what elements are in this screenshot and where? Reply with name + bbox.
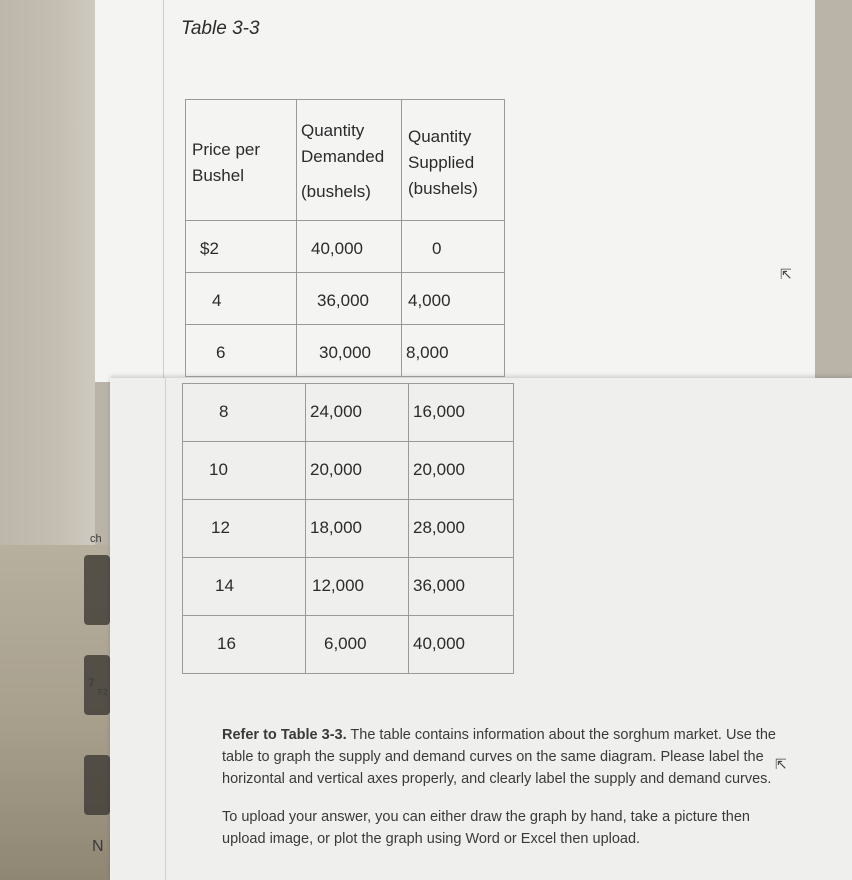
mouse-cursor-icon: ⇱ <box>775 756 787 772</box>
side-label-ch: ch <box>90 533 102 545</box>
table-row: 10 20,000 20,000 <box>183 442 514 500</box>
keyboard-background <box>0 545 112 880</box>
table-row: 4 36,000 4,000 <box>186 273 505 325</box>
supplied-header: Quantity Supplied (bushels) <box>408 127 478 198</box>
table-row: 6 30,000 8,000 <box>186 325 505 377</box>
table-row: $2 40,000 0 <box>186 221 505 273</box>
question-text <box>222 724 782 866</box>
keyboard-key <box>84 555 110 625</box>
side-label-f2: F2 <box>98 688 108 697</box>
table-row: 14 12,000 36,000 <box>183 558 514 616</box>
question-paragraph-2: To upload your answer, you can either draw the graph by hand, take a picture then upload image, or plot the graph using Word or Excel then upload. <box>222 809 750 847</box>
price-header: Price per Bushel <box>192 140 261 185</box>
data-table-upper <box>185 99 505 377</box>
demanded-unit: (bushels) <box>301 182 371 201</box>
table-reference: Refer to Table 3-3. <box>222 727 347 743</box>
table-header-row <box>186 100 505 221</box>
data-table-lower <box>182 383 514 674</box>
table-row: 12 18,000 28,000 <box>183 500 514 558</box>
demanded-header: Quantity Demanded <box>301 121 385 166</box>
keyboard-key <box>84 755 110 815</box>
table-row: 16 6,000 40,000 <box>183 616 514 674</box>
question-paragraph-1: Refer to Table 3-3. The table contains information about the sorghum market. Use the table to graph the supply and demand curves on the same diagram. Please label the horizontal and vertical axes properly, and clearly label the supply and demand curves. <box>222 727 776 787</box>
mouse-cursor-icon: ⇱ <box>780 266 792 282</box>
table-caption: Table 3-3 <box>181 18 260 39</box>
side-label-n: N <box>92 838 104 855</box>
side-label-7: 7 <box>88 676 95 690</box>
table-row: 8 24,000 16,000 <box>183 384 514 442</box>
